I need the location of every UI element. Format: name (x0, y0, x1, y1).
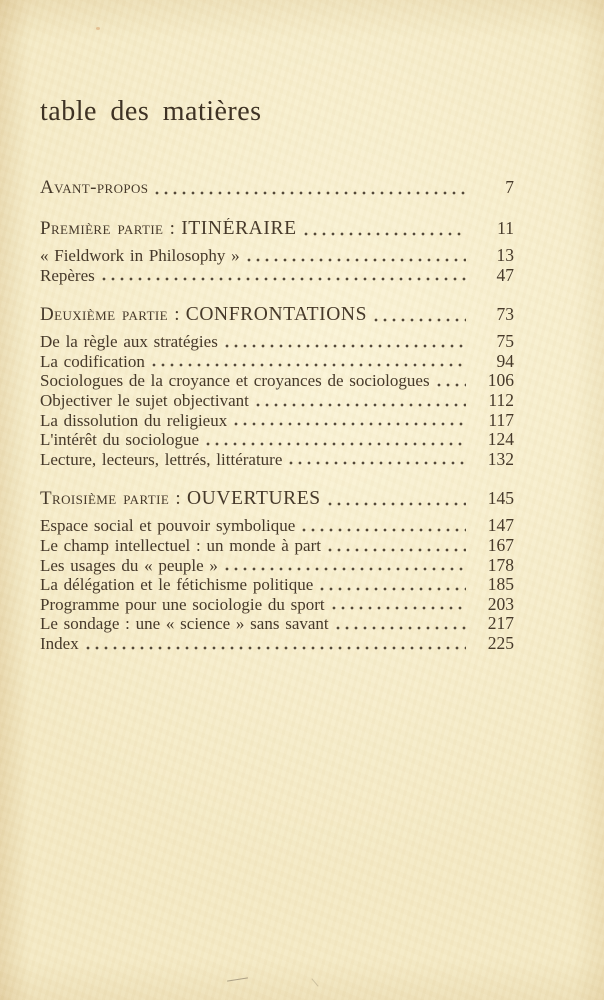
page-number: 47 (496, 264, 514, 285)
toc-separator: : (167, 304, 186, 326)
dot-leader (332, 595, 466, 615)
toc-entry-title: La délégation et le fétichisme politique (40, 575, 314, 595)
page-number: 145 (487, 488, 514, 509)
dot-leader (152, 352, 466, 372)
page-number: 167 (487, 534, 514, 555)
page-number: 185 (487, 574, 514, 595)
page-number: 73 (496, 304, 514, 325)
dot-leader (336, 614, 466, 634)
dot-leader (86, 634, 466, 654)
paper-speck (96, 27, 100, 30)
page-number: 112 (488, 389, 514, 410)
toc-part-label: Avant-propos (40, 177, 149, 198)
toc-entry-title: Lecture, lecteurs, lettrés, littérature (40, 449, 283, 469)
dot-leader (374, 303, 466, 326)
toc-row-label (40, 450, 282, 470)
toc-row (40, 371, 514, 391)
toc-part-label: Première partie (40, 218, 164, 239)
toc-part-label: Troisième partie (40, 488, 170, 510)
toc-entry-title: « Fieldwork in Philosophy » (40, 246, 240, 265)
page-number: 7 (505, 177, 514, 197)
toc-row (40, 352, 514, 372)
toc-entry-title: L'intérêt du sociologue (40, 430, 200, 450)
toc-row-label (40, 634, 79, 654)
toc-row-label (40, 614, 329, 634)
toc-entry-title: Repères (40, 265, 95, 285)
toc-part-name: ITINÉRAIRE (181, 218, 297, 239)
toc-row (40, 450, 514, 470)
toc-entry-title: La codification (40, 351, 145, 371)
toc-entry-title: Les usages du « peuple » (40, 555, 218, 575)
page-number: 124 (487, 429, 514, 450)
toc-entry-title: Programme pour une sociologie du sport (40, 594, 325, 614)
dot-leader (328, 536, 466, 556)
page-number: 225 (487, 632, 514, 653)
toc-row (40, 246, 514, 266)
toc-row-label (40, 536, 321, 556)
toc-part-label: Deuxième partie (40, 304, 168, 326)
toc-entry-title: Le champ intellectuel : un monde à part (40, 535, 321, 555)
page-number: 106 (487, 370, 514, 391)
toc-row (40, 575, 514, 595)
toc-part-name: OUVERTURES (186, 488, 321, 510)
page-number: 132 (487, 448, 514, 469)
page-number: 147 (487, 515, 514, 536)
page-number: 75 (496, 331, 514, 352)
dot-leader (304, 217, 466, 240)
toc-row (40, 303, 514, 326)
toc-row (40, 634, 514, 654)
toc-row (40, 430, 514, 450)
toc-entry-title: Espace social et pouvoir symbolique (40, 516, 296, 536)
dot-leader (320, 575, 466, 595)
toc-entry-title: Sociologues de la croyance et croyances de sociologues (40, 371, 430, 391)
page-number: 217 (487, 613, 514, 634)
toc-row-label (40, 556, 218, 576)
toc-row-label (40, 516, 295, 536)
toc-row-label (40, 371, 430, 391)
toc-row-label (40, 304, 367, 326)
dot-leader (155, 176, 466, 199)
page-title: table des matières (40, 96, 262, 127)
page-number: 203 (487, 593, 514, 614)
dot-leader (234, 411, 466, 431)
dot-leader (102, 266, 466, 286)
dot-leader (247, 246, 466, 266)
dot-leader (256, 391, 466, 411)
toc-row-label (40, 488, 321, 510)
toc-row (40, 516, 514, 536)
toc-entry-title: De la règle aux stratégies (40, 332, 218, 352)
toc-row (40, 266, 514, 286)
toc-entry-title: Le sondage : une « science » sans savant (40, 614, 329, 634)
toc-row-label (40, 411, 227, 431)
table-of-contents (40, 176, 514, 654)
toc-entry-title: Objectiver le sujet objectivant (40, 390, 249, 410)
toc-row-label (40, 218, 297, 240)
toc-row-label (40, 595, 325, 615)
toc-row-label (40, 266, 95, 286)
page-number: 13 (496, 245, 514, 265)
page-number: 178 (487, 554, 514, 575)
dot-leader (302, 516, 466, 536)
dot-leader (437, 371, 466, 391)
dot-leader (289, 450, 466, 470)
toc-row-label (40, 430, 199, 450)
toc-row (40, 391, 514, 411)
toc-row-label (40, 177, 148, 199)
toc-row-label (40, 575, 313, 595)
dot-leader (328, 487, 466, 510)
page-number: 94 (496, 350, 514, 371)
toc-row (40, 614, 514, 634)
dot-leader (206, 430, 466, 450)
toc-row-label (40, 246, 240, 266)
page-number: 11 (497, 218, 514, 238)
toc-row (40, 595, 514, 615)
toc-entry-title: Index (40, 633, 79, 653)
toc-row (40, 556, 514, 576)
toc-row (40, 536, 514, 556)
toc-row-label (40, 352, 145, 372)
dot-leader (225, 556, 466, 576)
toc-row-label (40, 332, 218, 352)
toc-entry-title: La dissolution du religieux (40, 410, 228, 430)
toc-row (40, 411, 514, 431)
toc-row (40, 217, 514, 240)
dot-leader (225, 332, 466, 352)
toc-separator: : (163, 218, 182, 239)
toc-separator: : (169, 488, 187, 510)
toc-part-name: CONFRONTATIONS (185, 304, 368, 326)
page-number: 117 (488, 409, 514, 430)
toc-row (40, 176, 514, 199)
toc-row-label (40, 391, 249, 411)
toc-row (40, 487, 514, 510)
toc-row (40, 332, 514, 352)
